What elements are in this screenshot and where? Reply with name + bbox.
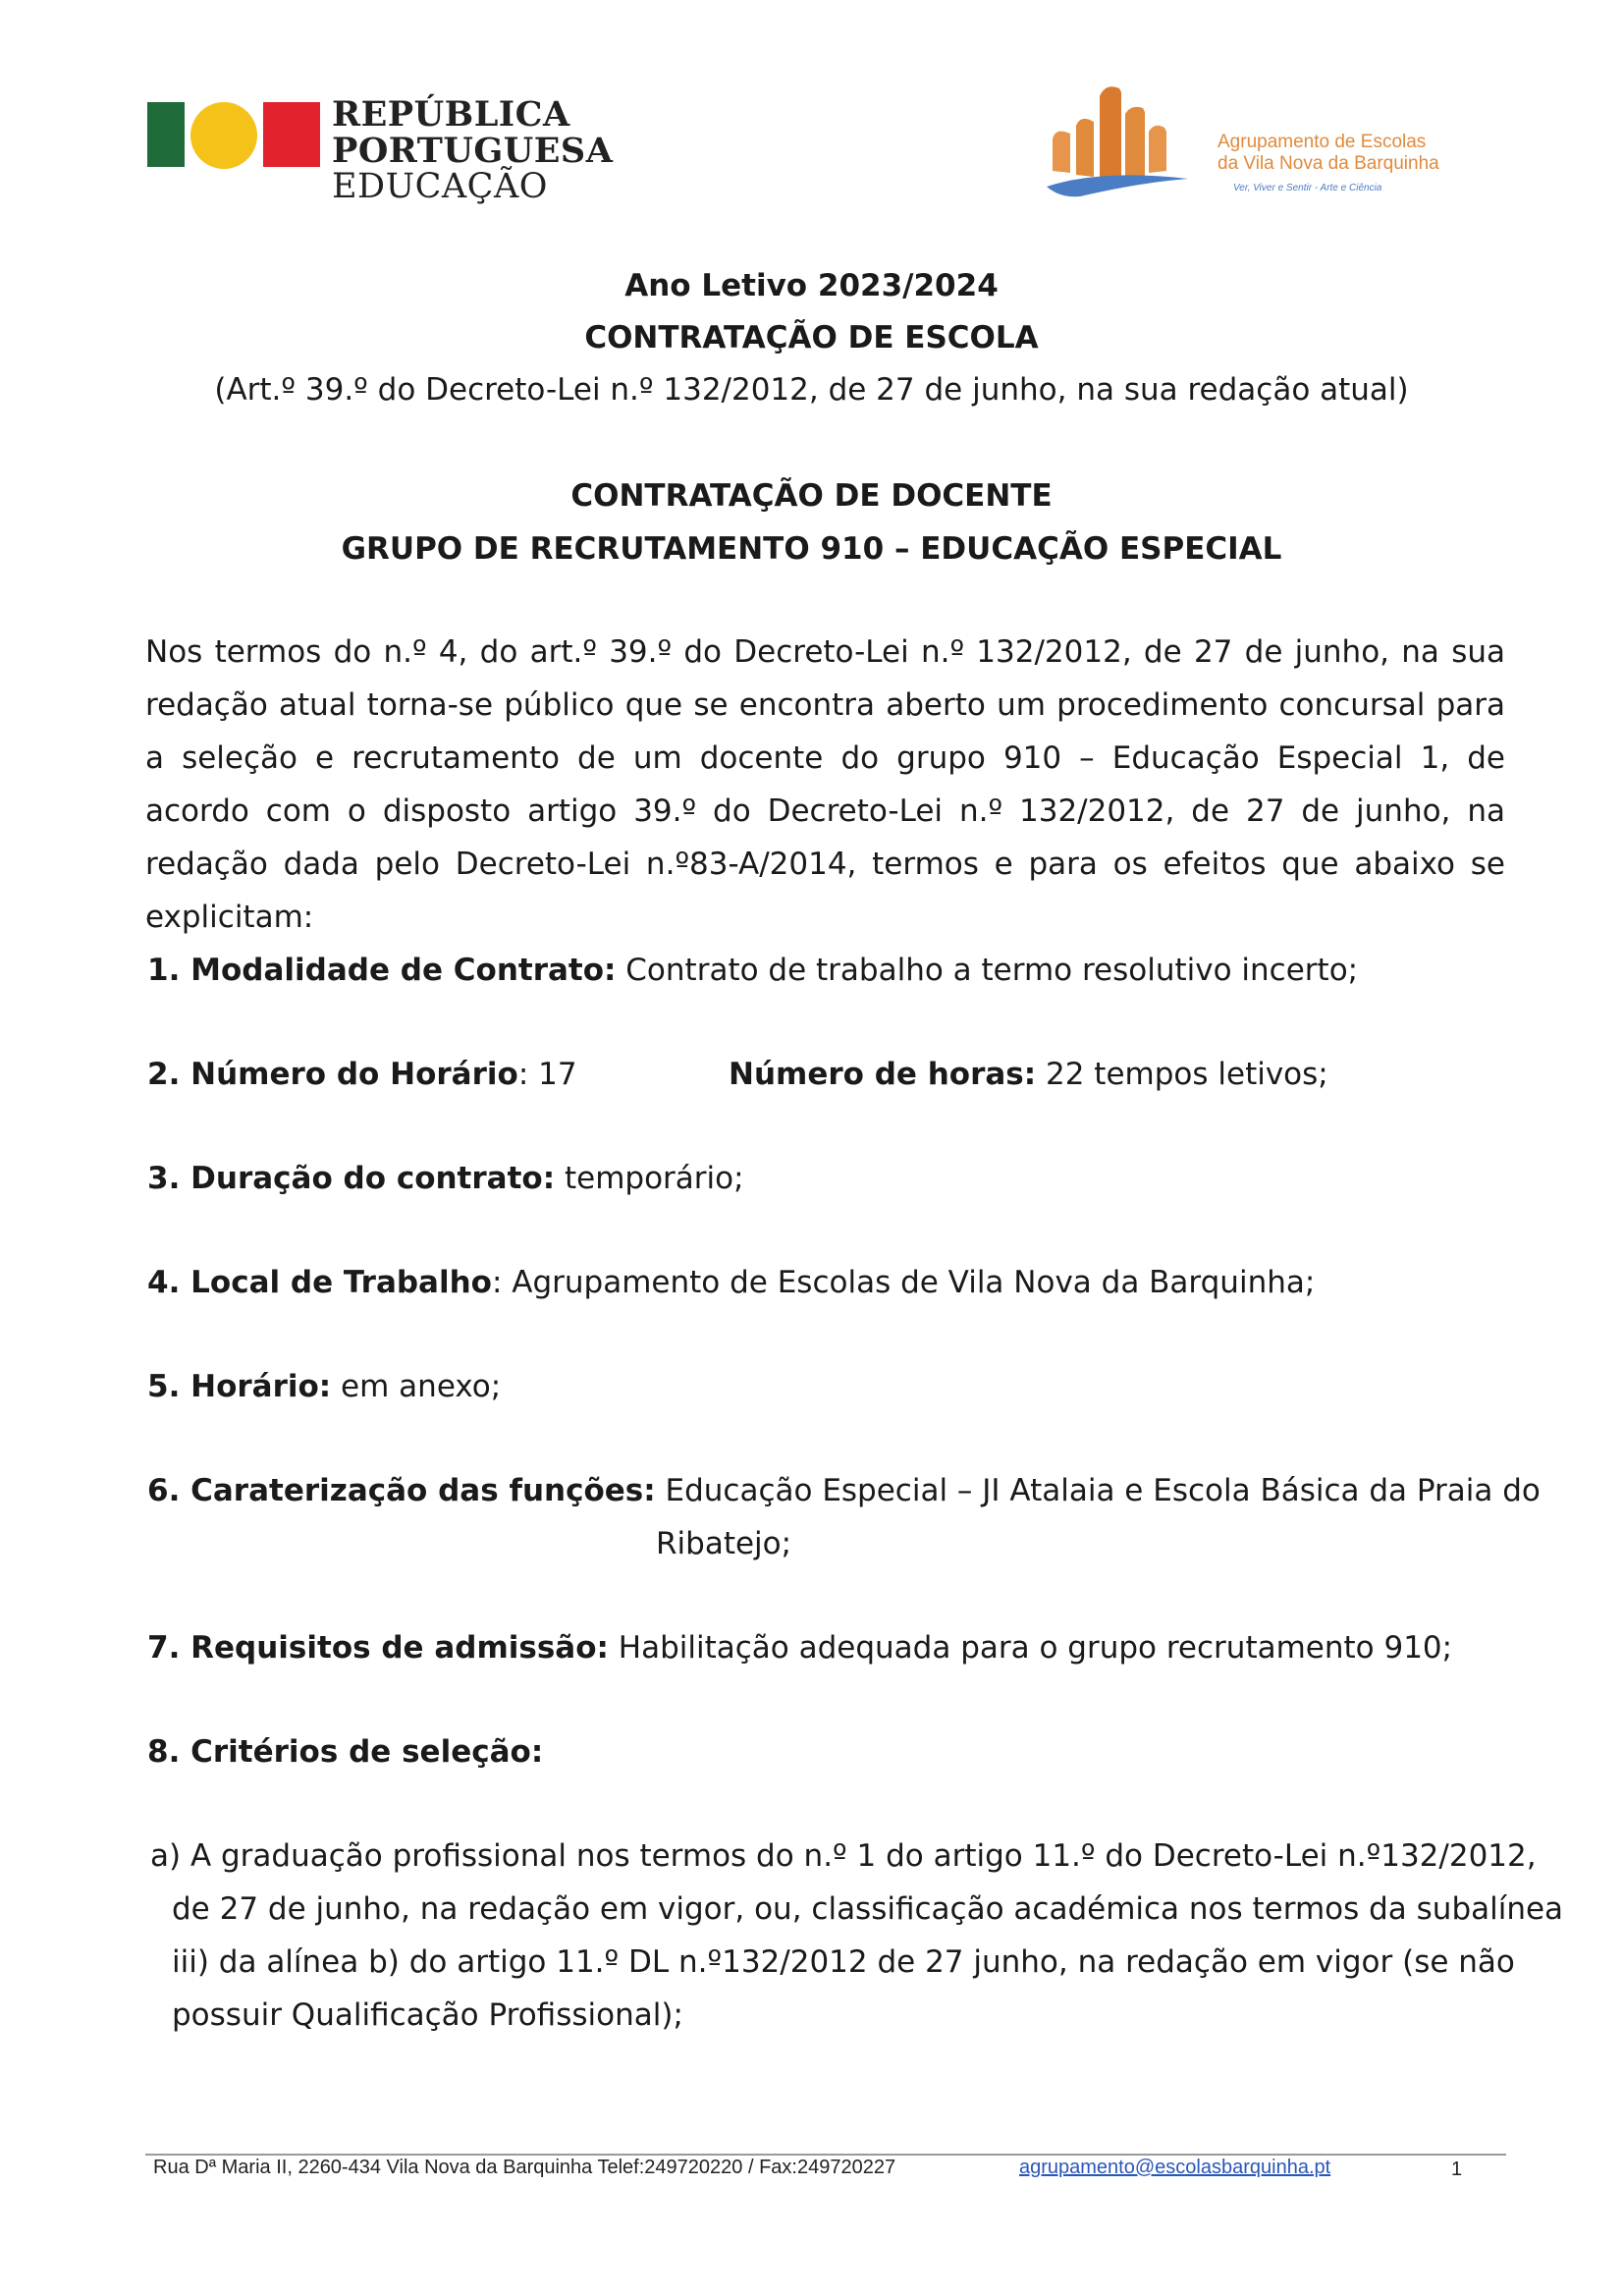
item-workplace (147, 1256, 1315, 1309)
logo-yellow-circle (190, 102, 257, 169)
item-admission-requirements (147, 1621, 1452, 1674)
item-functions-label: 6. Caraterização das funções: (147, 1473, 656, 1508)
logo-green-rect (147, 102, 185, 167)
item-functions-continuation: Ribatejo; (656, 1526, 792, 1561)
item-duration-value: temporário; (555, 1161, 744, 1196)
item-workplace-label: 4. Local de Trabalho (147, 1265, 492, 1300)
item-hours-label: Número de horas: (729, 1057, 1037, 1092)
school-name-line1: Agrupamento de Escolas (1217, 132, 1427, 152)
gov-logo-line1: REPÚBLICA (332, 94, 570, 135)
criterion-a-line3: iii) da alínea b) do artigo 11.º DL n.º132/2012 de 27 junho, na redação em vigor (se não (172, 1944, 1515, 1980)
item-hours-value: 22 tempos letivos; (1036, 1057, 1328, 1092)
item-schedule-number-label: 2. Número do Horário (147, 1057, 518, 1092)
item-timetable-value: em anexo; (331, 1369, 502, 1404)
item-functions (147, 1464, 1541, 1517)
school-logo-icon (1041, 73, 1217, 210)
item-contract-type (147, 944, 1358, 997)
item-contract-type-label: 1. Modalidade de Contrato: (147, 953, 617, 988)
school-name-line2: da Vila Nova da Barquinha (1217, 153, 1439, 174)
gov-logo-text (332, 96, 613, 205)
footer-divider (145, 2154, 1506, 2156)
item-selection-criteria-label: 8. Critérios de seleção: (147, 1734, 544, 1770)
item-admission-requirements-label: 7. Requisitos de admissão: (147, 1630, 609, 1666)
school-tagline: Ver, Viver e Sentir - Arte e Ciência (1233, 183, 1382, 193)
item-functions-value: Educação Especial – JI Atalaia e Escola Básica da Praia do (655, 1473, 1541, 1508)
subheading-contracting: CONTRATAÇÃO DE DOCENTE (570, 478, 1053, 514)
item-hours (729, 1048, 1328, 1101)
school-year: Ano Letivo 2023/2024 (624, 268, 999, 303)
footer-address: Rua Dª Maria II, 2260-434 Vila Nova da Barquinha Telef:249720220 / Fax:249720227 (153, 2157, 896, 2178)
item-schedule-number-value: : 17 (517, 1057, 577, 1092)
item-schedule-number (147, 1048, 577, 1101)
item-contract-type-value: Contrato de trabalho a termo resolutivo incerto; (616, 953, 1359, 988)
item-timetable (147, 1360, 501, 1413)
subheading-group: GRUPO DE RECRUTAMENTO 910 – EDUCAÇÃO ESPECIAL (341, 531, 1282, 567)
school-name (1217, 132, 1439, 175)
item-selection-criteria (147, 1725, 543, 1778)
item-workplace-value: : Agrupamento de Escolas de Vila Nova da Barquinha; (491, 1265, 1316, 1300)
gov-logo-line2: PORTUGUESA (332, 131, 614, 171)
criterion-a-line1: a) A graduação profissional nos termos do n.º 1 do artigo 11.º do Decreto-Lei n.º132/2012, (150, 1838, 1537, 1874)
item-duration-label: 3. Duração do contrato: (147, 1161, 556, 1196)
logo-red-rect (263, 102, 320, 167)
item-timetable-label: 5. Horário: (147, 1369, 332, 1404)
legal-reference: (Art.º 39.º do Decreto-Lei n.º 132/2012, de 27 de junho, na sua redação atual) (214, 372, 1409, 408)
page-number: 1 (1451, 2159, 1463, 2180)
document-heading: CONTRATAÇÃO DE ESCOLA (584, 320, 1039, 355)
criterion-a-line4: possuir Qualificação Profissional); (172, 1997, 683, 2033)
item-duration (147, 1152, 744, 1205)
gov-logo-line3: EDUCAÇÃO (332, 167, 548, 206)
footer-email-link[interactable]: agrupamento@escolasbarquinha.pt (1019, 2157, 1331, 2178)
criterion-a-line2: de 27 de junho, na redação em vigor, ou, classificação académica nos termos da subalínea (172, 1891, 1564, 1927)
intro-paragraph: Nos termos do n.º 4, do art.º 39.º do Decreto-Lei n.º 132/2012, de 27 de junho, na sua redação atual torna-se público que se encontra aberto um procedimento concursal para a seleção e recrutamento de um docente do grupo 910 – Educação Especial 1, de acordo com o disposto artigo 39.º do Decreto-Lei n.º 132/2012, de 27 de junho, na redação dada pelo Decreto-Lei n.º83-A/2014, termos e para os efeitos que abaixo se explicitam: (145, 634, 1505, 935)
item-admission-requirements-value: Habilitação adequada para o grupo recrutamento 910; (608, 1630, 1453, 1666)
